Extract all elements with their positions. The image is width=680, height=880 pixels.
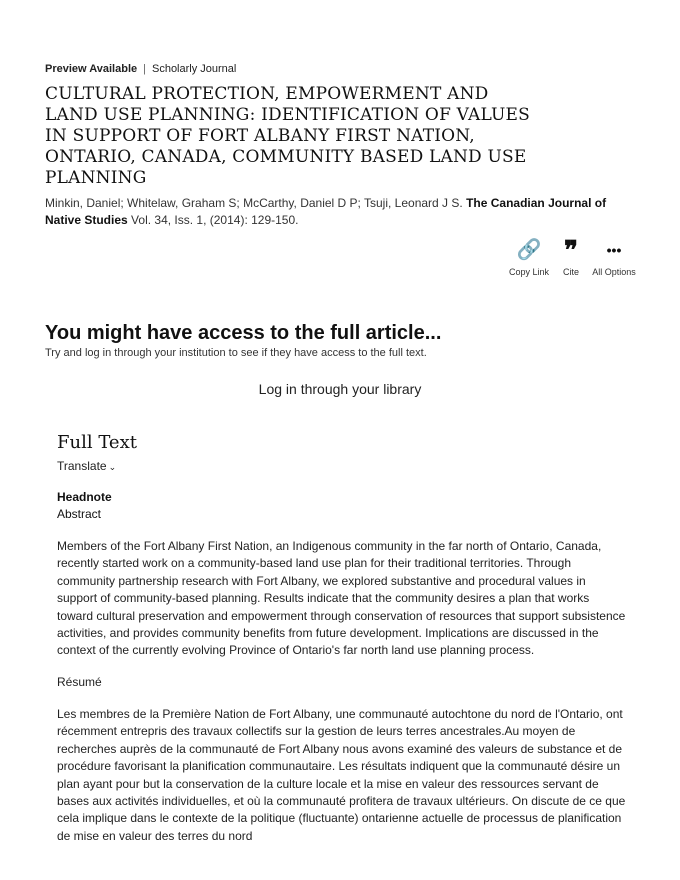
document-meta — [45, 63, 236, 75]
article-actions — [500, 236, 640, 300]
translate-dropdown[interactable] — [57, 459, 116, 473]
headnote-label: Headnote — [57, 490, 112, 504]
citation-details: Vol. 34, Iss. 1, (2014): 129-150. — [131, 213, 299, 227]
article-citation — [45, 195, 635, 229]
availability-label: Preview Available — [45, 63, 138, 75]
translate-label: Translate — [57, 459, 107, 473]
abstract-text: Members of the Fort Albany First Nation, an Indigenous community in the far north of Ontario, Canada, recently started work on a community-based land use plan for their traditional territories. Through community partnership research with Fort Albany, we explored substantive and procedural values in support of community-based planning. Results indicate that the community desires a plan that works toward cultural preservation and empowerment through conservation of resources that support subsistence activities, and provides community benefits from future development. Implications are discussed in the context of the currently evolving Province of Ontario's far north land use planning process. — [57, 539, 626, 658]
all-options-button[interactable] — [590, 236, 638, 278]
access-subtext: Try and log in through your institution to see if they have access to the full text. — [45, 347, 427, 359]
article-title: CULTURAL PROTECTION, EMPOWERMENT AND LAND USE PLANNING: IDENTIFICATION OF VALUES IN SUPPORT OF FORT ALBANY FIRST NATION, ONTARIO, CANADA, COMMUNITY BASED LAND USE PLANNING — [45, 84, 531, 188]
abstract-label: Abstract — [57, 507, 102, 521]
full-text-heading: Full Text — [57, 432, 137, 453]
access-heading: You might have access to the full article... — [45, 322, 442, 344]
chevron-down-icon: ⌄ — [108, 462, 117, 472]
link-icon: 🔗 — [516, 239, 542, 261]
all-options-label: All Options — [592, 267, 636, 277]
cite-button[interactable] — [547, 236, 595, 278]
resume-text: Les membres de la Première Nation de Fort Albany, une communauté autochtone du nord de l'Ontario, ont récemment entrepris des travaux collectifs sur la gestion de leurs terres ancestrales.Au moyen de recherches auprès de la communauté de Fort Albany nous avons examiné des valeurs de substance et de procédure favorisant la planification communautaire. Les résultats indiquent que la communauté désire un plan ayant pour but la conservation de la culture locale et la mise en valeur des ressources servant de bases aux activités individuelles, et où la communauté profitera de travaux ultérieurs. On discute de ce que cela implique dans le contexte de la politique (fluctuante) ontarienne actuelle de processus de planification de mise en valeur des terres du nord — [57, 707, 626, 843]
copy-link-label: Copy Link — [508, 267, 550, 277]
meta-separator: | — [143, 63, 146, 75]
author-list[interactable]: Minkin, Daniel; Whitelaw, Graham S; McCarthy, Daniel D P; Tsuji, Leonard J S. — [45, 196, 463, 210]
source-type-label: Scholarly Journal — [151, 63, 237, 75]
quote-icon: ❞ — [564, 235, 578, 265]
resume-label: Résumé — [57, 675, 102, 689]
more-icon: ••• — [606, 242, 622, 258]
copy-link-button[interactable] — [505, 236, 553, 278]
journal-name[interactable]: The Canadian Journal of Native Studies — [45, 196, 607, 227]
cite-label: Cite — [562, 267, 579, 277]
library-login-link[interactable]: Log in through your library — [258, 381, 422, 397]
